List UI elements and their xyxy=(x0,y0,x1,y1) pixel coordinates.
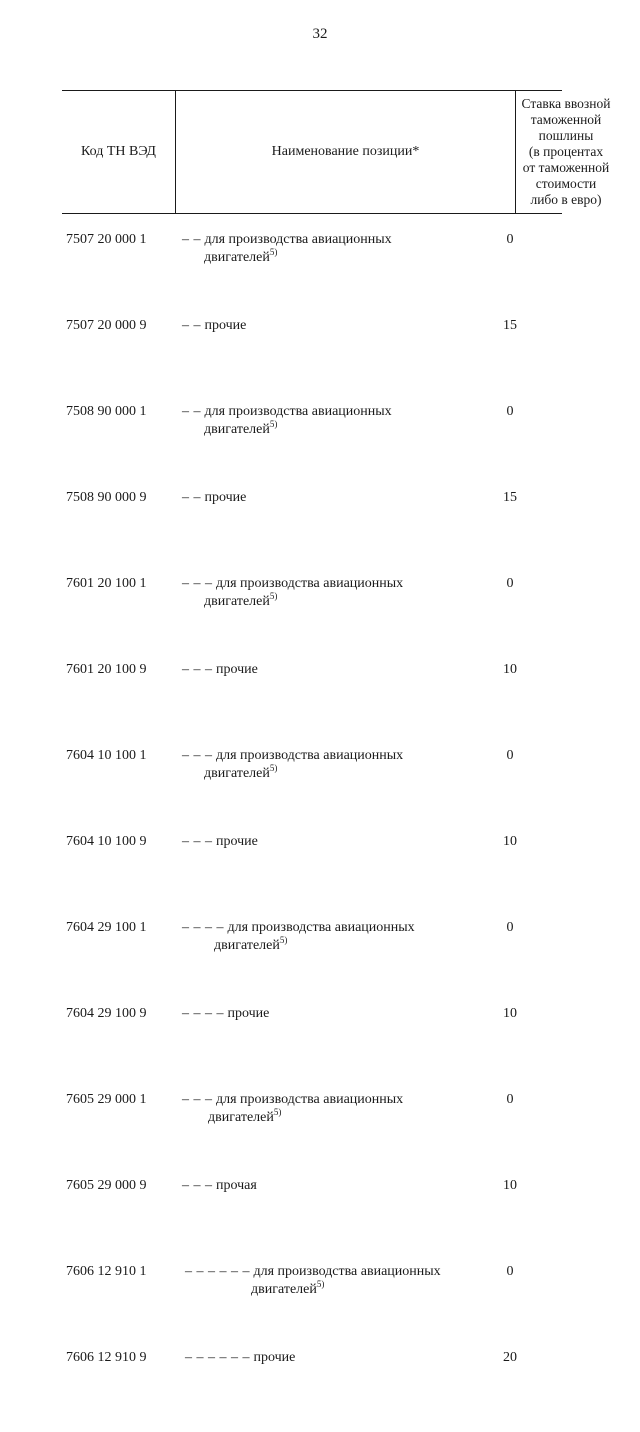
header-name: Наименование позиции* xyxy=(176,91,516,213)
row-rate: 0 xyxy=(506,1092,514,1107)
header-code: Код ТН ВЭД xyxy=(62,91,176,213)
table-row xyxy=(0,314,640,400)
row-rate: 10 xyxy=(503,834,517,849)
table-row xyxy=(0,830,640,916)
table-row xyxy=(0,228,640,314)
row-description xyxy=(182,1005,269,1023)
row-dashes: – – xyxy=(182,404,201,419)
row-text: прочая xyxy=(216,1178,257,1193)
row-description xyxy=(182,317,246,335)
row-description xyxy=(182,489,246,507)
row-code: 7508 90 000 9 xyxy=(66,490,147,505)
footnote-mark: 5) xyxy=(273,1107,282,1117)
row-text: прочие xyxy=(253,1350,296,1365)
row-description xyxy=(185,1349,295,1367)
row-text: для производства авиационных xyxy=(204,232,392,247)
page-number: 32 xyxy=(312,26,328,42)
table-row xyxy=(0,658,640,744)
row-text: для производства авиационных xyxy=(216,1092,404,1107)
row-description xyxy=(182,661,258,679)
footnote-mark: 5) xyxy=(269,247,278,257)
row-rate: 0 xyxy=(506,1264,514,1279)
table-row xyxy=(0,744,640,830)
footnote-mark: 5) xyxy=(269,591,278,601)
row-dashes: – – – xyxy=(182,1178,213,1193)
row-text: прочие xyxy=(204,490,247,505)
row-text: прочие xyxy=(216,834,258,849)
table-row xyxy=(0,1260,640,1346)
row-text-line2: двигателей$^{5)}$ xyxy=(204,591,278,609)
row-text: для производства авиационных xyxy=(204,404,392,419)
row-description xyxy=(182,919,415,955)
row-text-line2: двигателей$^{5)}$ xyxy=(214,935,288,953)
row-dashes: – – – xyxy=(182,1092,213,1107)
row-dashes: – – – – – – xyxy=(185,1264,250,1279)
row-code: 7604 29 100 1 xyxy=(66,920,147,935)
row-dashes: – – – xyxy=(182,576,213,591)
row-text: для производства авиационных xyxy=(216,576,404,591)
table-row xyxy=(0,1174,640,1260)
row-dashes: – – – xyxy=(182,662,213,677)
row-description xyxy=(182,403,392,439)
row-description xyxy=(182,1177,257,1195)
row-rate: 10 xyxy=(503,662,517,677)
table-row xyxy=(0,916,640,1002)
row-code: 7601 20 100 9 xyxy=(66,662,147,677)
row-code: 7601 20 100 1 xyxy=(66,576,147,591)
table-row xyxy=(0,400,640,486)
row-code: 7604 29 100 9 xyxy=(66,1006,147,1021)
row-rate: 0 xyxy=(506,404,514,419)
row-dashes: – – xyxy=(182,232,201,247)
header-rate: Ставка ввозной таможенной пошлины (в процентах от таможенной стоимости либо в евро) xyxy=(521,96,611,207)
row-code: 7606 12 910 1 xyxy=(66,1264,147,1279)
row-code: 7507 20 000 9 xyxy=(66,318,147,333)
row-description xyxy=(182,747,403,783)
row-rate: 0 xyxy=(506,748,514,763)
row-rate: 0 xyxy=(506,576,514,591)
table-row xyxy=(0,1002,640,1088)
row-description xyxy=(185,1263,441,1299)
row-text-line2: двигателей$^{5)}$ xyxy=(208,1107,282,1125)
table-header xyxy=(62,90,611,214)
row-code: 7605 29 000 1 xyxy=(66,1092,147,1107)
row-code: 7605 29 000 9 xyxy=(66,1178,147,1193)
footnote-mark: 5) xyxy=(269,419,278,429)
row-code: 7606 12 910 9 xyxy=(66,1350,147,1365)
row-description xyxy=(182,1091,403,1127)
row-rate: 10 xyxy=(503,1006,517,1021)
row-dashes: – – – – – – xyxy=(185,1350,250,1365)
row-dashes: – – – – xyxy=(182,920,224,935)
row-text: для производства авиационных xyxy=(253,1264,441,1279)
row-rate: 0 xyxy=(506,232,514,247)
footnote-mark: 5) xyxy=(316,1279,325,1289)
table-row xyxy=(0,1088,640,1174)
row-dashes: – – xyxy=(182,490,201,505)
row-text: прочие xyxy=(216,662,258,677)
row-rate: 20 xyxy=(503,1350,517,1365)
table-body xyxy=(0,228,640,1432)
row-text-line2: двигателей$^{5)}$ xyxy=(204,419,278,437)
row-description xyxy=(182,575,403,611)
row-code: 7604 10 100 9 xyxy=(66,834,147,849)
row-description xyxy=(182,231,392,267)
row-dashes: – – xyxy=(182,318,201,333)
row-dashes: – – – xyxy=(182,748,213,763)
row-rate: 15 xyxy=(503,318,517,333)
row-text: прочие xyxy=(227,1006,270,1021)
row-text: прочие xyxy=(204,318,247,333)
row-dashes: – – – xyxy=(182,834,213,849)
table-row xyxy=(0,1346,640,1432)
row-text: для производства авиационных xyxy=(227,920,415,935)
table-row xyxy=(0,486,640,572)
row-text-line2: двигателей$^{5)}$ xyxy=(204,763,278,781)
row-description xyxy=(182,833,258,851)
row-rate: 15 xyxy=(503,490,517,505)
table-row xyxy=(0,572,640,658)
row-rate: 10 xyxy=(503,1178,517,1193)
row-text: для производства авиационных xyxy=(216,748,404,763)
row-code: 7508 90 000 1 xyxy=(66,404,147,419)
row-code: 7507 20 000 1 xyxy=(66,232,147,247)
row-code: 7604 10 100 1 xyxy=(66,748,147,763)
row-dashes: – – – – xyxy=(182,1006,224,1021)
footnote-mark: 5) xyxy=(269,763,278,773)
footnote-mark: 5) xyxy=(279,935,288,945)
row-rate: 0 xyxy=(506,920,514,935)
row-text-line2: двигателей$^{5)}$ xyxy=(251,1279,325,1297)
row-text-line2: двигателей$^{5)}$ xyxy=(204,247,278,265)
